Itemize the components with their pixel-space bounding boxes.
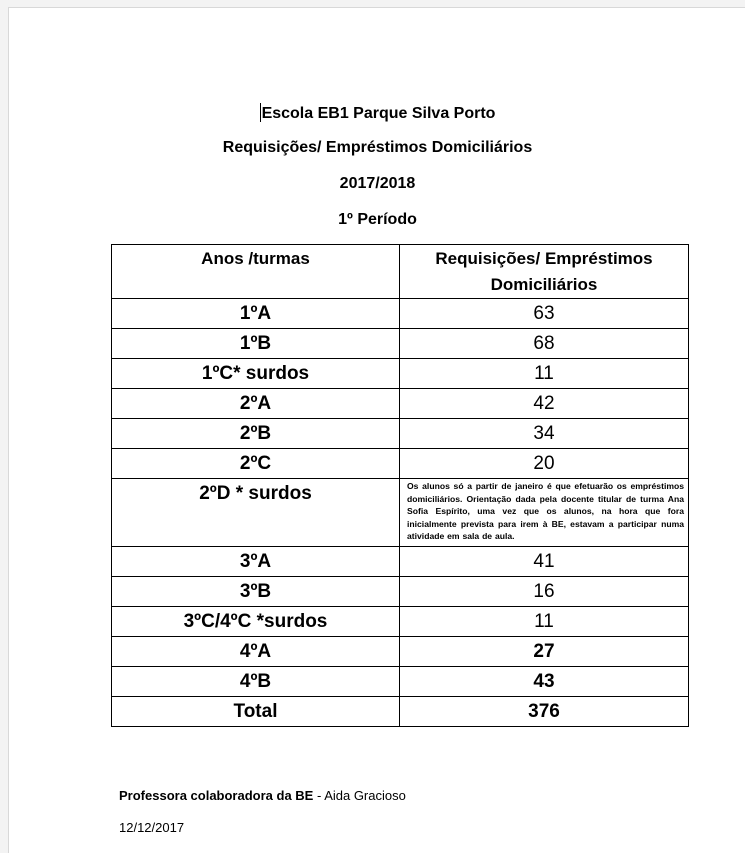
table-row — [112, 547, 689, 577]
total-value: 376 — [400, 697, 689, 727]
table-row — [112, 299, 689, 329]
school-name: Escola EB1 Parque Silva Porto — [261, 105, 496, 122]
value-cell: 68 — [400, 329, 689, 359]
class-cell: 1ºB — [112, 329, 400, 359]
table-row — [112, 577, 689, 607]
text-cursor — [260, 103, 261, 122]
class-cell: 4ºA — [112, 637, 400, 667]
table-row — [112, 449, 689, 479]
value-cell: 27 — [400, 637, 689, 667]
subject-heading: Requisições/ Empréstimos Domiciliários — [222, 139, 533, 156]
value-cell: 41 — [400, 547, 689, 577]
value-cell: 34 — [400, 419, 689, 449]
table-row — [112, 667, 689, 697]
class-cell: 3ºB — [112, 577, 400, 607]
document-date: 12/12/2017 — [119, 820, 185, 835]
value-cell: 16 — [400, 577, 689, 607]
class-cell: 1ºC* surdos — [112, 359, 400, 389]
table-row — [112, 359, 689, 389]
document-page[interactable] — [8, 7, 745, 853]
table-row — [112, 479, 689, 547]
value-cell: 20 — [400, 449, 689, 479]
table-row — [112, 389, 689, 419]
value-cell: 11 — [400, 359, 689, 389]
table-row — [112, 607, 689, 637]
class-cell: 4ºB — [112, 667, 400, 697]
value-cell: 43 — [400, 667, 689, 697]
collaborator-role: Professora colaboradora da BE — [119, 788, 314, 803]
total-label: Total — [112, 697, 400, 727]
value-cell: 42 — [400, 389, 689, 419]
year-heading: 2017/2018 — [339, 175, 416, 192]
school-heading — [9, 103, 745, 123]
class-cell: 2ºD * surdos — [112, 479, 400, 547]
class-cell: 3ºC/4ºC *surdos — [112, 607, 400, 637]
class-cell: 2ºA — [112, 389, 400, 419]
table-row — [112, 329, 689, 359]
header-loans: Requisições/ Empréstimos Domiciliários — [400, 245, 689, 299]
class-cell: 3ºA — [112, 547, 400, 577]
table-row — [112, 637, 689, 667]
table-row — [112, 419, 689, 449]
table-header-row — [112, 245, 689, 299]
note-cell: Os alunos só a partir de janeiro é que efetuarão os empréstimos domiciliários. Orientação dada pela docente titular de turma Ana Sofia Espírito, uma vez que os alunos, na hora que fora inicialmente prevista para irem à BE, estavam a participar numa atividade em sala de aula. — [400, 479, 689, 547]
value-cell: 63 — [400, 299, 689, 329]
collaborator-name: Aida Gracioso — [324, 788, 406, 803]
collaborator-separator: - — [313, 788, 325, 803]
header-classes: Anos /turmas — [112, 245, 400, 299]
value-cell: 11 — [400, 607, 689, 637]
loans-table — [111, 244, 689, 727]
class-cell: 1ºA — [112, 299, 400, 329]
collaborator-line — [119, 788, 406, 803]
total-row — [112, 697, 689, 727]
period-heading: 1º Período — [338, 211, 417, 228]
class-cell: 2ºC — [112, 449, 400, 479]
class-cell: 2ºB — [112, 419, 400, 449]
